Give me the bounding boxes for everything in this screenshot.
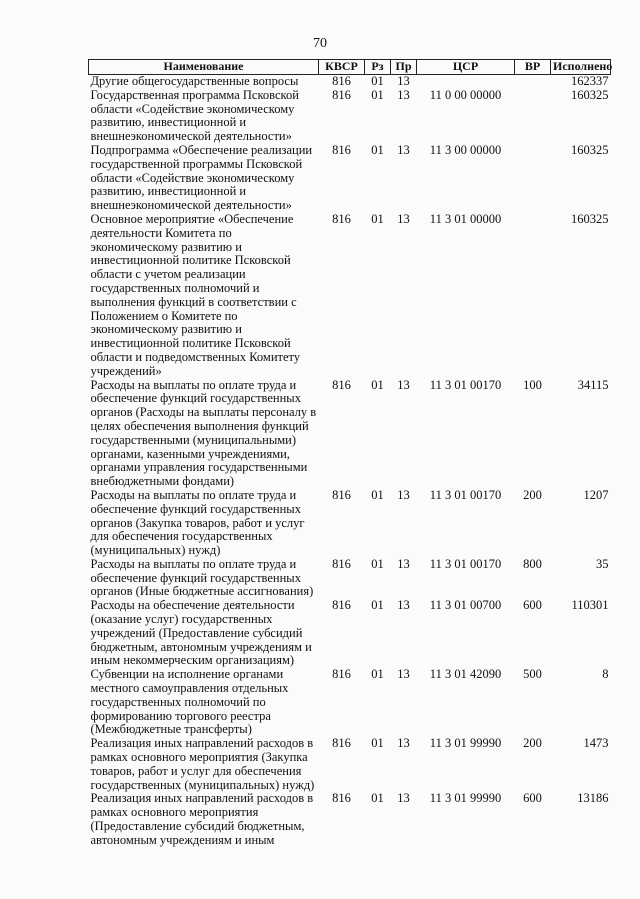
row-pr: 13 <box>397 87 410 102</box>
row-name: Расходы на выплаты по оплате труда и обеспечение функций государственных органов (Расходы на выплаты персоналу в целях обеспечения выполнения функций государственными (муниципальными) органами, казенными учреждениями, органами управления государственными внебюджетными фондами) <box>90 377 317 489</box>
row-executed: 8 <box>602 667 609 682</box>
row-csr: 11 3 01 00170 <box>429 487 502 502</box>
row-kvsr: 816 <box>332 142 351 157</box>
row-name: Расходы на обеспечение деятельности (оказание услуг) государственных учреждений (Предоставление субсидий бюджетным, автономным учреждениям и иным некоммерческим организациям) <box>90 598 312 668</box>
row-kvsr: 816 <box>332 598 351 613</box>
row-executed: 35 <box>596 556 609 571</box>
row-executed: 13186 <box>577 791 609 806</box>
table-row <box>89 89 611 144</box>
row-kvsr: 816 <box>332 377 351 392</box>
row-executed: 1207 <box>583 487 609 502</box>
row-rz: 01 <box>371 598 384 613</box>
row-vr <box>515 75 551 89</box>
row-csr: 11 3 01 42090 <box>429 667 502 682</box>
row-kvsr: 816 <box>332 87 351 102</box>
row-kvsr: 816 <box>332 74 351 88</box>
row-executed: 160325 <box>571 87 609 102</box>
row-name: Другие общегосударственные вопросы <box>90 74 299 88</box>
row-pr: 13 <box>397 142 410 157</box>
row-rz: 01 <box>371 142 384 157</box>
row-kvsr: 816 <box>332 667 351 682</box>
header-vr: ВР <box>515 60 551 75</box>
row-rz: 01 <box>371 556 384 571</box>
row-executed: 160325 <box>571 211 609 226</box>
header-rz: Рз <box>365 60 391 75</box>
row-kvsr: 816 <box>332 211 351 226</box>
row-kvsr: 816 <box>332 736 351 751</box>
row-executed: 34115 <box>577 377 609 392</box>
header-pr: Пр <box>391 60 417 75</box>
row-csr: 11 0 00 00000 <box>429 87 502 102</box>
row-csr: 11 3 01 00170 <box>429 377 502 392</box>
row-pr: 13 <box>397 74 410 88</box>
row-vr <box>515 144 551 213</box>
table-row <box>89 144 611 213</box>
table-row <box>89 489 611 558</box>
table-row <box>89 379 611 489</box>
row-vr: 600 <box>523 598 542 613</box>
row-vr: 200 <box>523 736 542 751</box>
row-pr: 13 <box>397 377 410 392</box>
row-kvsr: 816 <box>332 487 351 502</box>
header-kvsr: КВСР <box>319 60 365 75</box>
row-pr: 13 <box>397 736 410 751</box>
header-executed: Исполнено <box>551 60 611 75</box>
table-row <box>89 668 611 737</box>
row-name: Реализация иных направлений расходов в рамках основного мероприятия (Закупка товаров, работ и услуг для обеспечения государственных (муниципальных) нужд) <box>90 736 315 792</box>
row-name: Государственная программа Псковской области «Содействие экономическому развитию, инвестиционной и внешнеэкономической деятельности» <box>90 87 299 144</box>
row-csr: 11 3 01 00700 <box>429 598 502 613</box>
row-rz: 01 <box>371 377 384 392</box>
row-name: Реализация иных направлений расходов в рамках основного мероприятия (Предоставление субсидий бюджетным, автономным учреждениям и иным <box>90 791 314 847</box>
row-rz: 01 <box>371 211 384 226</box>
row-vr: 100 <box>523 377 542 392</box>
row-pr: 13 <box>397 556 410 571</box>
row-name: Подпрограмма «Обеспечение реализации государственной программы Псковской области «Содействие экономическому развитию, инвестиционной и внешнеэкономической деятельности» <box>90 142 313 213</box>
row-rz: 01 <box>371 791 384 806</box>
table-row <box>89 213 611 379</box>
row-rz: 01 <box>371 487 384 502</box>
row-csr: 11 3 01 00000 <box>429 211 502 226</box>
row-executed: 162337 <box>571 74 609 88</box>
row-name: Расходы на выплаты по оплате труда и обеспечение функций государственных органов (Иные бюджетные ассигнования) <box>90 556 314 599</box>
row-csr: 11 3 01 00170 <box>429 556 502 571</box>
row-pr: 13 <box>397 211 410 226</box>
row-rz: 01 <box>371 667 384 682</box>
row-pr: 13 <box>397 667 410 682</box>
row-csr <box>417 75 515 89</box>
row-name: Расходы на выплаты по оплате труда и обеспечение функций государственных органов (Закупка товаров, работ и услуг для обеспечения государственных (муниципальных) нужд) <box>90 487 305 558</box>
row-executed: 160325 <box>571 142 609 157</box>
row-name: Основное мероприятие «Обеспечение деятельности Комитета по экономическому развитию и инвестиционной политике Псковской области с учетом реализации государственных полномочий и выполнения функций в соответствии с Положением о Комитете по экономическому развитию и инвестиционной политике Псковской области и подведомственных Комитету учреждений» <box>90 211 301 378</box>
row-executed: 110301 <box>571 598 609 613</box>
table-row <box>89 75 611 89</box>
table-header <box>89 60 611 75</box>
row-name: Субвенции на исполнение органами местного самоуправления отдельных государственных полномочий по формированию торгового реестра (Межбюджетные трансферты) <box>90 667 289 737</box>
row-csr: 11 3 01 99990 <box>429 791 502 806</box>
table-row <box>89 737 611 792</box>
row-vr <box>515 89 551 144</box>
row-csr: 11 3 01 99990 <box>429 736 502 751</box>
row-pr: 13 <box>397 598 410 613</box>
row-kvsr: 816 <box>332 556 351 571</box>
row-csr: 11 3 00 00000 <box>429 142 502 157</box>
page-number: 70 <box>313 36 327 51</box>
row-rz: 01 <box>371 736 384 751</box>
table-row <box>89 599 611 668</box>
row-vr <box>515 213 551 379</box>
row-kvsr: 816 <box>332 791 351 806</box>
table-row <box>89 792 611 847</box>
row-pr: 13 <box>397 487 410 502</box>
budget-table <box>88 59 611 848</box>
row-vr: 600 <box>523 791 542 806</box>
row-rz: 01 <box>371 74 384 88</box>
row-executed: 1473 <box>583 736 609 751</box>
table-row <box>89 558 611 599</box>
header-csr: ЦСР <box>417 60 515 75</box>
row-rz: 01 <box>371 87 384 102</box>
row-vr: 800 <box>523 556 542 571</box>
header-name: Наименование <box>89 60 319 75</box>
row-vr: 500 <box>523 667 542 682</box>
row-pr: 13 <box>397 791 410 806</box>
row-vr: 200 <box>523 487 542 502</box>
